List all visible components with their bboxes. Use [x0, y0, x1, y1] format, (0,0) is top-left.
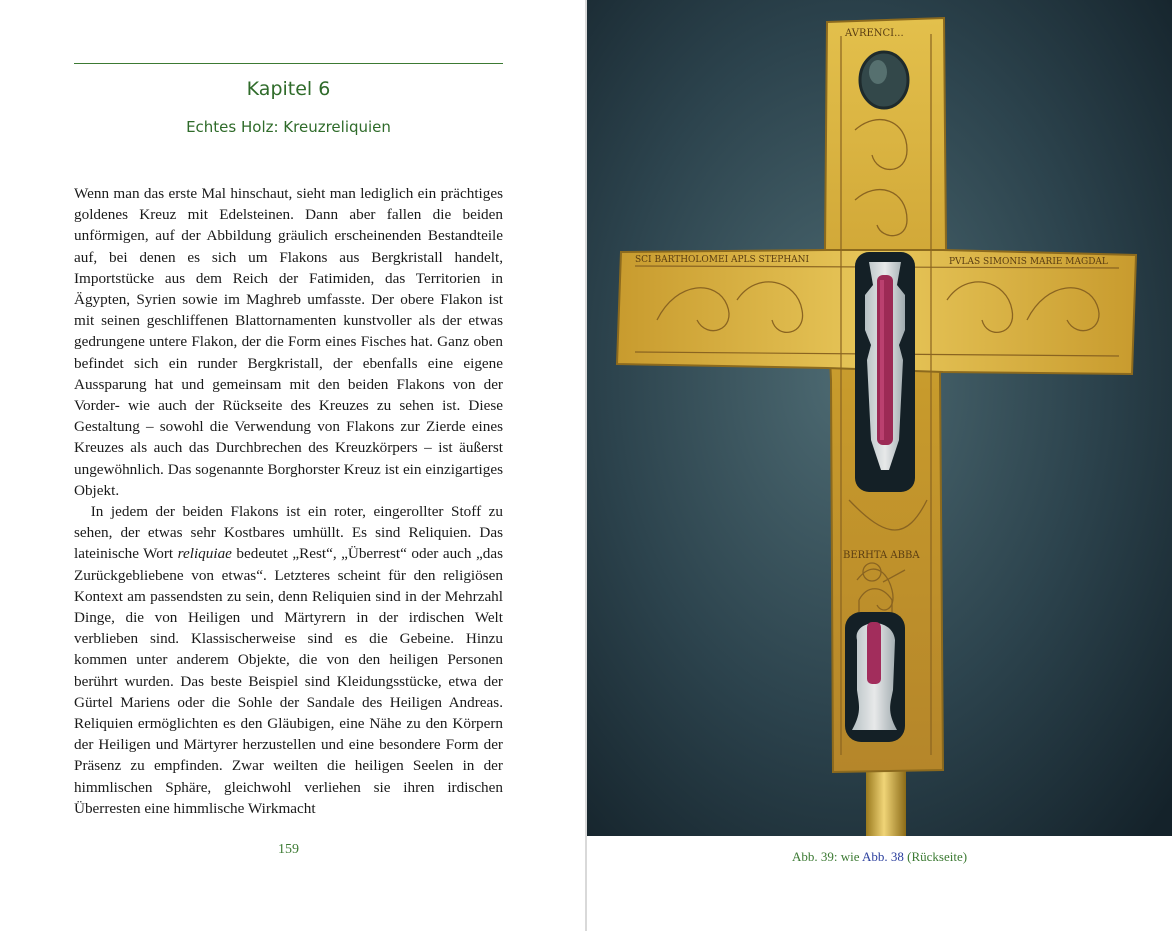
caption-suffix: (Rückseite): [903, 849, 968, 864]
paragraph-2-end: bedeutet „Rest“, „Überrest“ oder auch „das Zurückgebliebene von etwas“. Letzteres scheint für den religiösen Kontext am passendsten zu sein, denn Reliquien sind in der Mehrzahl Dinge, die von Heiligen und Märtyrern in der irdischen Welt verblieben sind. Klassischerweise sind es die Gebeine. Hinzu kommen unter anderem Objekte, die von den heiligen Personen berührt wurden. Das beste Beispiel sind Kleidungsstücke, etwa der Gürtel Mariens oder die Sohle der Sandale des Heiligen Andreas. Reliquien ermöglichten es den Gläubigen, eine Nähe zu den Körpern der Heiligen und Märtyrer herzustellen und eine besondere Form der Präsenz zu empfinden. Zwar weilten die heiligen Seelen in der himmlischen Sphäre, gleichwohl verliehen sie ihren irdischen Überresten eine himmlische Wirkmacht: [74, 545, 503, 817]
inscription-lower: BERHTA ABBA: [843, 550, 920, 561]
paragraph-2: [74, 501, 503, 819]
right-page: [587, 0, 1172, 931]
red-relic-cloth-lower: [867, 622, 881, 684]
red-relic-cloth-upper: [877, 275, 893, 445]
inscription-left-arm: SCI BARTHOLOMEI APLS STEPHANI: [635, 255, 810, 265]
staff-pole: [866, 762, 906, 836]
inscription-right-arm: PVLAS SIMONIS MARIE MAGDAL: [949, 257, 1108, 267]
cross-photo: [587, 0, 1172, 836]
body-text: [74, 183, 503, 819]
caption-prefix: Abb. 39: wie: [791, 849, 862, 864]
cross-illustration: [587, 0, 1172, 836]
page-number: 159: [278, 842, 299, 857]
left-page: [0, 0, 585, 931]
inscription-top: AVRENCI...: [845, 28, 904, 39]
paragraph-2-start: In jedem der beiden Flakons ist ein roter, eingerollter Stoff zu sehen, der etwas sehr Kostbares umhüllt. Es sind Reliquien. Das lateinische Wort: [74, 503, 503, 563]
chapter-title: Kapitel 6: [246, 78, 331, 100]
caption-figure-reference[interactable]: Abb. 38: [862, 849, 904, 864]
header-rule: [74, 63, 503, 64]
figure-caption: [587, 849, 1172, 865]
paragraph-1: Wenn man das erste Mal hinschaut, sieht man lediglich ein prächtiges goldenes Kreuz mit Edelsteinen. Dann aber fallen die beiden unförmigen, auf der Abbildung gräulich erscheinenden Bestandteile auf, bei denen es sich um Flakons aus Bergkristall handelt, Importstücke aus dem Reich der Fatimiden, das Territorien in Ägypten, Syrien sowie im Maghreb umfasste. Der obere Flakon ist mit seinen geschliffenen Blattornamenten kunstvoller als der etwas gedrungene untere Flakon, der die Form eines Fisches hat. Ganz oben befindet sich ein runder Bergkristall, der ebenfalls eine eigene Aussparung hat und gemeinsam mit den beiden Flakons von der Vorder- wie auch der Rückseite des Kreuzes zu sehen ist. Diese Gestaltung – sowohl die Verwendung von Flakons zur Zierde eines Kreuzes als auch das Durchbrechen des Kreuzkörpers – ist äußerst ungewöhnlich. Das sogenannte Borghorster Kreuz ist ein einzigartiges Objekt.: [74, 185, 503, 499]
paragraph-2-italic-term: reliquiae: [177, 545, 232, 563]
chapter-subtitle: Echtes Holz: Kreuzreliquien: [186, 118, 391, 136]
